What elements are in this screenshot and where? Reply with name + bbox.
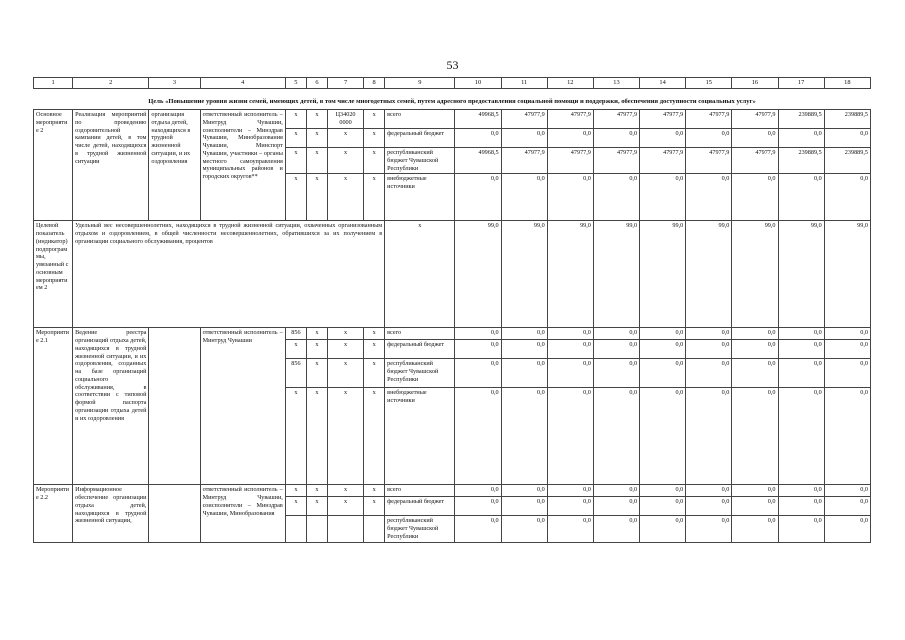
value-cell: 0,0 [732,359,778,388]
column-number: 8 [364,78,385,89]
code-cell: x [285,388,306,485]
code-cell: x [364,340,385,359]
header-row [34,78,871,89]
code-cell: x [327,129,363,148]
value-cell: 0,0 [732,340,778,359]
value-cell: 0,0 [501,359,547,388]
value-cell: 0,0 [640,388,686,485]
value-cell: 0,0 [640,340,686,359]
funding-source: республиканский бюджет Чувашской Республики [385,148,455,174]
value-cell: 47977,9 [732,148,778,174]
value-cell: 239889,5 [778,148,824,174]
code-cell: x [306,359,327,388]
code-cell [285,516,306,542]
code-cell: x [364,129,385,148]
value-cell: 47977,9 [547,148,593,174]
code-cell: x [364,148,385,174]
event-goal-link: организация отдыха детей, находящихся в трудной жизненной ситуации, и их оздоровления [149,110,200,221]
indicator-value: 99,0 [824,221,870,328]
value-cell: 0,0 [501,174,547,221]
value-cell: 0,0 [455,129,501,148]
value-cell: 0,0 [593,497,639,516]
table-row [34,328,871,340]
value-cell: 0,0 [547,340,593,359]
value-cell: 0,0 [778,359,824,388]
column-number: 1 [34,78,73,89]
code-cell: x [327,328,363,340]
code-cell: x [364,328,385,340]
code-cell [364,516,385,542]
value-cell: 0,0 [593,485,639,497]
event-executor: ответственный исполнитель – Минтруд Чувашии, соисполнители – Минздрав Чувашии, Минобразования [200,485,285,542]
value-cell: 0,0 [593,129,639,148]
code-cell: x [306,148,327,174]
column-number: 10 [455,78,501,89]
event-name: Основное мероприятие 2 [34,110,73,221]
value-cell: 49968,5 [455,110,501,129]
code-cell: x [285,148,306,174]
code-cell: x [327,148,363,174]
value-cell: 0,0 [501,485,547,497]
value-cell: 0,0 [824,516,870,542]
event-goal-link [149,328,200,485]
code-cell: x [306,110,327,129]
indicator-value: 99,0 [593,221,639,328]
value-cell: 0,0 [778,129,824,148]
event-name: Мероприятие 2.2 [34,485,73,542]
value-cell: 0,0 [686,359,732,388]
code-cell: x [364,359,385,388]
funding-source: федеральный бюджет [385,340,455,359]
code-cell: x [327,388,363,485]
value-cell: 47977,9 [686,110,732,129]
column-number: 6 [306,78,327,89]
funding-source: республиканский бюджет Чувашской Республики [385,359,455,388]
column-number: 2 [73,78,149,89]
value-cell: 0,0 [501,516,547,542]
value-cell: 0,0 [501,340,547,359]
value-cell: 239889,5 [824,148,870,174]
value-cell: 0,0 [593,174,639,221]
value-cell: 0,0 [824,497,870,516]
indicator-value: 99,0 [686,221,732,328]
value-cell: 47977,9 [593,110,639,129]
indicator-value: 99,0 [547,221,593,328]
code-cell [306,516,327,542]
code-cell: x [327,174,363,221]
funding-source: всего [385,485,455,497]
indicator-value: 99,0 [501,221,547,328]
code-cell: x [285,485,306,497]
indicator-c9: x [385,221,455,328]
value-cell: 0,0 [640,129,686,148]
code-cell: x [364,388,385,485]
funding-source: внебюджетные источники [385,174,455,221]
value-cell: 0,0 [547,328,593,340]
page-number: 53 [446,58,459,72]
value-cell: 0,0 [547,129,593,148]
value-cell: 0,0 [455,328,501,340]
code-cell: x [306,129,327,148]
value-cell: 0,0 [455,485,501,497]
value-cell: 0,0 [732,174,778,221]
column-number: 13 [593,78,639,89]
value-cell: 0,0 [455,340,501,359]
goal-text: Цель «Повышение уровня жизни семей, имеющих детей, в том числе многодетных семей, путем адресного предоставления социальной помощи и поддержки, обеспечения доступности социальных услуг» [148,98,756,105]
column-number: 17 [778,78,824,89]
value-cell: 0,0 [824,388,870,485]
goal-row [34,89,871,110]
funding-source: всего [385,110,455,129]
value-cell: 47977,9 [640,148,686,174]
value-cell: 0,0 [593,328,639,340]
code-cell: 856 [285,359,306,388]
indicator-row [34,221,871,328]
value-cell: 0,0 [778,516,824,542]
value-cell: 0,0 [455,516,501,542]
value-cell: 0,0 [824,359,870,388]
value-cell: 0,0 [824,328,870,340]
value-cell: 0,0 [686,340,732,359]
value-cell: 0,0 [593,516,639,542]
code-cell: x [306,174,327,221]
value-cell: 0,0 [547,388,593,485]
value-cell: 0,0 [732,129,778,148]
value-cell: 49968,5 [455,148,501,174]
column-number: 16 [732,78,778,89]
value-cell: 0,0 [732,485,778,497]
value-cell: 0,0 [455,388,501,485]
value-cell: 0,0 [501,388,547,485]
value-cell: 0,0 [778,328,824,340]
value-cell: 0,0 [778,340,824,359]
funding-source: внебюджетные источники [385,388,455,485]
column-number: 12 [547,78,593,89]
value-cell: 239889,5 [778,110,824,129]
value-cell: 0,0 [547,359,593,388]
code-cell: x [306,328,327,340]
value-cell: 0,0 [824,340,870,359]
column-number: 18 [824,78,870,89]
value-cell: 0,0 [455,497,501,516]
code-cell: x [364,174,385,221]
funding-source: республиканский бюджет Чувашской Республики [385,516,455,542]
value-cell: 0,0 [732,497,778,516]
value-cell: 47977,9 [686,148,732,174]
event-name: Мероприятие 2.1 [34,328,73,485]
code-cell: x [285,110,306,129]
value-cell: 0,0 [593,359,639,388]
code-cell [327,516,363,542]
code-cell: x [306,497,327,516]
value-cell: 0,0 [824,174,870,221]
code-cell: x [285,174,306,221]
code-cell: x [327,485,363,497]
indicator-value: 99,0 [455,221,501,328]
code-cell: x [306,340,327,359]
program-table [33,77,871,543]
code-cell: x [306,485,327,497]
column-number: 5 [285,78,306,89]
value-cell: 0,0 [686,129,732,148]
indicator-value: 99,0 [732,221,778,328]
code-cell: x [364,497,385,516]
code-cell: x [364,110,385,129]
value-cell: 0,0 [547,485,593,497]
value-cell: 0,0 [778,497,824,516]
value-cell: 47977,9 [501,148,547,174]
value-cell: 0,0 [824,485,870,497]
event-goal-link [149,485,200,542]
value-cell: 0,0 [547,516,593,542]
event-title: Ведение реестра организаций отдыха детей, находящихся в трудной жизненной ситуации, и их оздоровления, созданных на базе организаций социального обслуживания, в соответствии с типовой формой паспорта организации отдыха детей и их оздоровления [73,328,149,485]
value-cell: 0,0 [778,174,824,221]
value-cell: 0,0 [501,129,547,148]
column-number: 15 [686,78,732,89]
value-cell: 0,0 [455,174,501,221]
value-cell: 47977,9 [593,148,639,174]
value-cell: 47977,9 [547,110,593,129]
event-executor: ответственный исполнитель – Минтруд Чувашии [200,328,285,485]
value-cell: 239889,5 [824,110,870,129]
value-cell: 0,0 [686,328,732,340]
value-cell: 0,0 [501,328,547,340]
value-cell: 0,0 [501,497,547,516]
indicator-value: 99,0 [778,221,824,328]
value-cell: 0,0 [732,388,778,485]
column-number: 11 [501,78,547,89]
indicator-text: Удельный вес несовершеннолетних, находящихся в трудной жизненной ситуации, охваченных организованным отдыхом и оздоровлением, в общей численности несовершеннолетних, обратившихся за их получением в организации социального обслуживания, процентов [73,221,385,328]
column-number: 9 [385,78,455,89]
value-cell: 0,0 [547,174,593,221]
indicator-name: Целевой показатель (индикатор) подпрограммы, увязанный с основным мероприятием 2 [34,221,73,328]
code-cell: x [285,497,306,516]
table-row [34,485,871,497]
column-number: 14 [640,78,686,89]
value-cell: 0,0 [778,485,824,497]
value-cell: 0,0 [640,516,686,542]
value-cell: 0,0 [640,328,686,340]
column-number: 4 [200,78,285,89]
code-cell: 856 [285,328,306,340]
code-cell: x [327,359,363,388]
value-cell: 0,0 [778,388,824,485]
code-cell: x [285,340,306,359]
funding-source: всего [385,328,455,340]
value-cell: 47977,9 [501,110,547,129]
value-cell: 0,0 [640,174,686,221]
indicator-value: 99,0 [640,221,686,328]
code-cell: x [306,388,327,485]
value-cell: 0,0 [640,497,686,516]
funding-source: федеральный бюджет [385,129,455,148]
code-cell: x [327,497,363,516]
code-cell: x [327,340,363,359]
column-number: 3 [149,78,200,89]
value-cell: 0,0 [686,174,732,221]
event-title: Реализация мероприятий по проведению оздоровительной кампании детей, в том числе детей, находящихся в трудной жизненной ситуации [73,110,149,221]
code-cell: Ц34020 0000 [327,110,363,129]
value-cell: 0,0 [686,516,732,542]
value-cell: 0,0 [732,516,778,542]
value-cell: 0,0 [686,388,732,485]
value-cell: 0,0 [455,359,501,388]
value-cell: 0,0 [640,359,686,388]
event-title: Информационное обеспечение организации отдыха детей, находящихся в трудной жизненной ситуации, [73,485,149,542]
value-cell: 0,0 [640,485,686,497]
value-cell: 47977,9 [732,110,778,129]
code-cell: x [364,485,385,497]
value-cell: 0,0 [547,497,593,516]
code-cell: x [285,129,306,148]
column-number: 7 [327,78,363,89]
table-row [34,110,871,129]
event-executor: ответственный исполнитель – Минтруд Чувашии, соисполнители – Минздрав Чувашии, Минобразования Чувашии, Минспорт Чувашии, участники – органы местного самоуправления муниципальных районов и городских округов** [200,110,285,221]
value-cell: 0,0 [593,388,639,485]
value-cell: 0,0 [732,328,778,340]
value-cell: 47977,9 [640,110,686,129]
value-cell: 0,0 [593,340,639,359]
funding-source: федеральный бюджет [385,497,455,516]
value-cell: 0,0 [686,497,732,516]
value-cell: 0,0 [686,485,732,497]
value-cell: 0,0 [824,129,870,148]
